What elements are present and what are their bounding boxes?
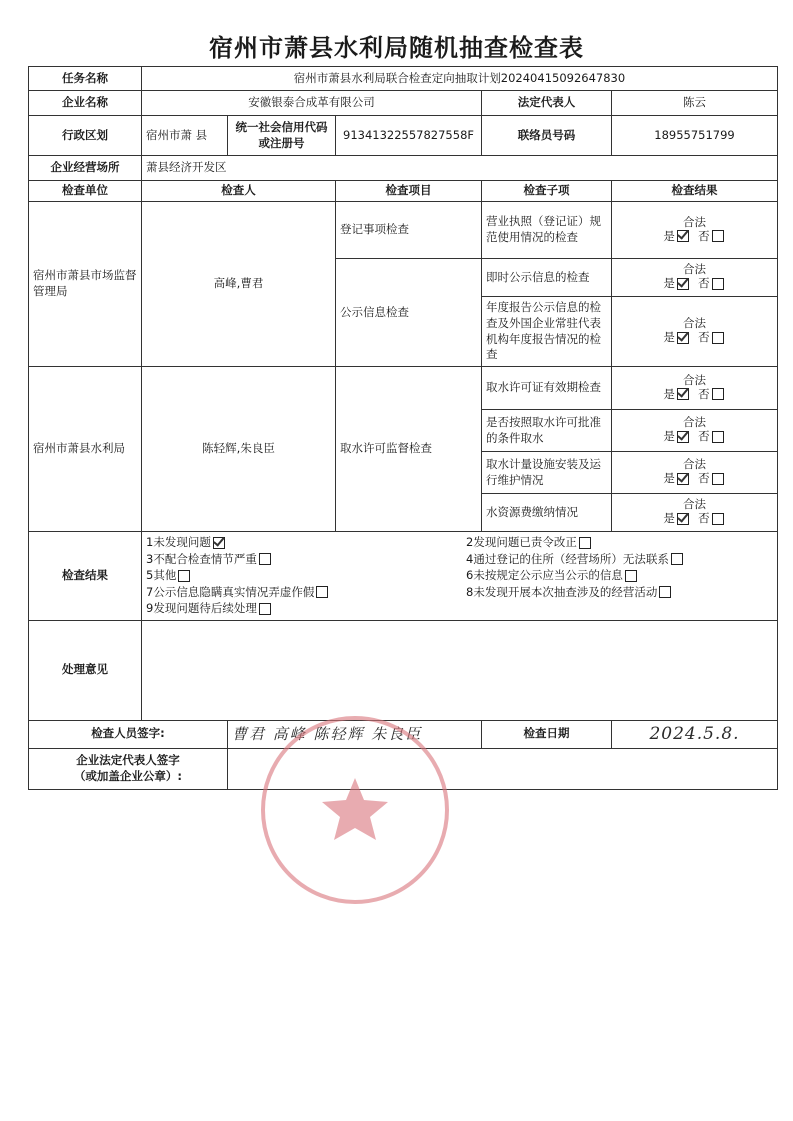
result-options-cell — [142, 532, 778, 621]
row-opinion — [29, 620, 778, 720]
no-checkbox[interactable] — [712, 332, 724, 344]
check-unit-header: 检查单位 — [29, 181, 142, 202]
inspector-sign-label: 检查人员签字: — [29, 720, 228, 748]
result-section-label: 检查结果 — [29, 532, 142, 621]
check-subitem-cell: 是否按照取水许可批准的条件取水 — [482, 410, 612, 452]
yes-checkbox[interactable] — [677, 388, 689, 400]
result-yes-label: 是 — [663, 429, 675, 444]
result-option-6[interactable]: 6未按规定公示应当公示的信息 — [466, 568, 766, 584]
result-option-4[interactable]: 4通过登记的住所（经营场所）无法联系 — [466, 552, 766, 568]
result-cell — [612, 367, 778, 410]
check-date-value: 2024.5.8. — [649, 723, 740, 744]
no-checkbox[interactable] — [712, 230, 724, 242]
task-name-value: 宿州市萧县水利局联合检查定向抽取计划20240415092647830 — [142, 67, 778, 91]
credit-code-value: 91341322557827558F — [336, 116, 482, 156]
inspector-cell: 陈轻辉,朱良臣 — [142, 367, 336, 532]
contact-phone-label: 联络员号码 — [482, 116, 612, 156]
check-subitem-cell: 取水计量设施安装及运行维护情况 — [482, 452, 612, 494]
check-result-header: 检查结果 — [612, 181, 778, 202]
result-ok-label: 合法 — [683, 262, 706, 277]
no-checkbox[interactable] — [712, 388, 724, 400]
row-inspector-sign — [29, 720, 778, 748]
result-option-5[interactable]: 5其他 — [146, 568, 462, 584]
result-option-8[interactable]: 8未发现开展本次抽查涉及的经营活动 — [466, 585, 766, 601]
check-subitem-cell: 营业执照（登记证）规范使用情况的检查 — [482, 202, 612, 259]
result-no-label: 否 — [698, 228, 710, 243]
check-item-cell: 取水许可监督检查 — [336, 367, 482, 532]
result-yes-label: 是 — [663, 386, 675, 401]
row-address — [29, 156, 778, 181]
result-ok-label: 合法 — [683, 415, 706, 430]
admin-region-value: 宿州市萧 县 — [142, 116, 228, 156]
result-no-label: 否 — [698, 276, 710, 291]
result-yes-label: 是 — [663, 276, 675, 291]
inspector-signatures: 曹君 高峰 陈轻辉 朱良臣 — [232, 724, 423, 743]
inspector-header: 检查人 — [142, 181, 336, 202]
task-name-label: 任务名称 — [29, 67, 142, 91]
check-subitem-cell: 即时公示信息的检查 — [482, 259, 612, 297]
yes-checkbox[interactable] — [677, 431, 689, 443]
check-subitem-cell: 年度报告公示信息的检查及外国企业常驻代表机构年度报告情况的检查 — [482, 297, 612, 367]
business-address-label: 企业经营场所 — [29, 156, 142, 181]
check-unit-cell: 宿州市萧县市场监督管理局 — [29, 202, 142, 367]
row-company-sign — [29, 748, 778, 789]
result-yes-label: 是 — [663, 511, 675, 526]
result-no-label: 否 — [698, 429, 710, 444]
result-yes-label: 是 — [663, 228, 675, 243]
result-ok-label: 合法 — [683, 497, 706, 512]
check-date-label: 检查日期 — [482, 720, 612, 748]
row-region — [29, 116, 778, 156]
legal-rep-value: 陈云 — [612, 91, 778, 116]
option-checkbox[interactable] — [316, 586, 328, 598]
table-row — [29, 367, 778, 410]
row-check-header — [29, 181, 778, 202]
credit-code-label: 统一社会信用代码或注册号 — [228, 116, 336, 156]
company-sign-label: 企业法定代表人签字 （或加盖企业公章）: — [29, 748, 228, 789]
result-option-7[interactable]: 7公示信息隐瞒真实情况弄虚作假 — [146, 585, 462, 601]
no-checkbox[interactable] — [712, 431, 724, 443]
option-checkbox[interactable] — [259, 603, 271, 615]
inspector-cell: 高峰,曹君 — [142, 202, 336, 367]
option-checkbox[interactable] — [213, 537, 225, 549]
result-no-label: 否 — [698, 511, 710, 526]
yes-checkbox[interactable] — [677, 332, 689, 344]
inspection-form — [28, 66, 777, 790]
page-title: 宿州市萧县水利局随机抽查检查表 — [209, 34, 584, 62]
form-table — [28, 66, 778, 790]
result-yes-label: 是 — [663, 471, 675, 486]
row-company — [29, 91, 778, 116]
result-cell — [612, 410, 778, 452]
option-checkbox[interactable] — [259, 553, 271, 565]
check-unit-cell: 宿州市萧县水利局 — [29, 367, 142, 532]
check-date-field[interactable] — [612, 720, 778, 748]
check-item-cell: 登记事项检查 — [336, 202, 482, 259]
row-result-options — [29, 532, 778, 621]
yes-checkbox[interactable] — [677, 473, 689, 485]
legal-rep-label: 法定代表人 — [482, 91, 612, 116]
result-options — [142, 532, 777, 620]
result-no-label: 否 — [698, 471, 710, 486]
company-sign-field[interactable] — [228, 748, 778, 789]
option-checkbox[interactable] — [579, 537, 591, 549]
result-option-3[interactable]: 3不配合检查情节严重 — [146, 552, 462, 568]
check-item-cell: 公示信息检查 — [336, 259, 482, 367]
company-name-label: 企业名称 — [29, 91, 142, 116]
no-checkbox[interactable] — [712, 278, 724, 290]
inspector-sign-field[interactable] — [228, 720, 482, 748]
business-address-value: 萧县经济开发区 — [142, 156, 778, 181]
check-subitem-cell: 取水许可证有效期检查 — [482, 367, 612, 410]
option-checkbox[interactable] — [625, 570, 637, 582]
result-cell — [612, 452, 778, 494]
no-checkbox[interactable] — [712, 513, 724, 525]
result-option-9[interactable]: 9发现问题待后续处理 — [146, 601, 462, 617]
check-subitem-cell: 水资源费缴纳情况 — [482, 494, 612, 532]
yes-checkbox[interactable] — [677, 513, 689, 525]
option-checkbox[interactable] — [659, 586, 671, 598]
check-item-header: 检查项目 — [336, 181, 482, 202]
result-cell — [612, 297, 778, 367]
result-cell — [612, 494, 778, 532]
option-checkbox[interactable] — [671, 553, 683, 565]
option-checkbox[interactable] — [178, 570, 190, 582]
yes-checkbox[interactable] — [677, 278, 689, 290]
company-name-value: 安徽银泰合成革有限公司 — [142, 91, 482, 116]
table-row — [29, 202, 778, 259]
yes-checkbox[interactable] — [677, 230, 689, 242]
opinion-field[interactable] — [142, 620, 778, 720]
result-no-label: 否 — [698, 386, 710, 401]
no-checkbox[interactable] — [712, 473, 724, 485]
result-cell — [612, 259, 778, 297]
result-ok-label: 合法 — [683, 214, 706, 229]
opinion-label: 处理意见 — [29, 620, 142, 720]
result-ok-label: 合法 — [683, 316, 706, 331]
result-yes-label: 是 — [663, 330, 675, 345]
admin-region-label: 行政区划 — [29, 116, 142, 156]
result-cell — [612, 202, 778, 259]
row-task-name — [29, 67, 778, 91]
contact-phone-value: 18955751799 — [612, 116, 778, 156]
result-option-2[interactable]: 2发现问题已责令改正 — [466, 535, 766, 551]
result-ok-label: 合法 — [683, 457, 706, 472]
result-option-1[interactable]: 1未发现问题 — [146, 535, 462, 551]
result-ok-label: 合法 — [683, 372, 706, 387]
result-no-label: 否 — [698, 330, 710, 345]
check-subitem-header: 检查子项 — [482, 181, 612, 202]
